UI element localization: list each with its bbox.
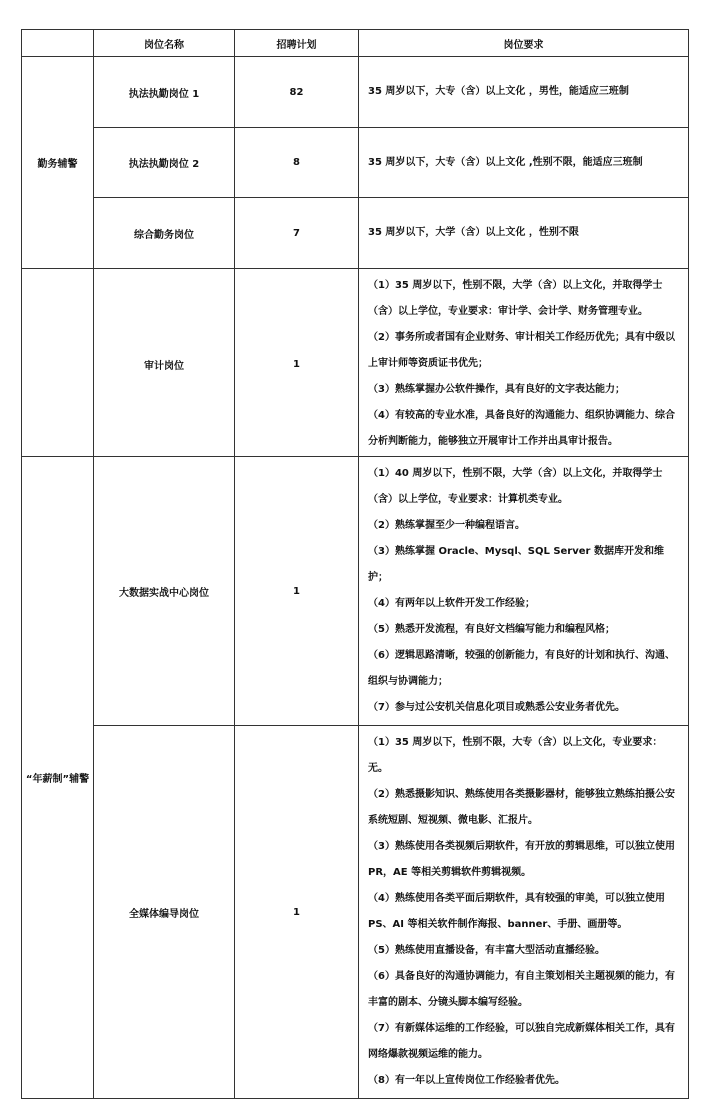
position-name-cell: 大数据实战中心岗位 xyxy=(94,457,235,726)
position-name-cell: 全媒体编导岗位 xyxy=(94,726,235,1099)
requirement-item: （1）35 周岁以下，性别不限，大学（含）以上文化，并取得学士（含）以上学位，专业要求：审计学、会计学、财务管理专业。 xyxy=(368,280,663,317)
requirements-cell xyxy=(359,269,689,460)
plan-count-cell: 82 xyxy=(235,57,359,128)
requirement-item: （6）逻辑思路清晰，较强的创新能力，有良好的计划和执行、沟通、组织与协调能力； xyxy=(368,650,675,687)
category-cell xyxy=(22,457,94,1099)
plan-count-cell: 1 xyxy=(235,726,359,1099)
requirement-item: （2）熟练掌握至少一种编程语言。 xyxy=(368,520,525,531)
plan-count-cell: 7 xyxy=(235,198,359,269)
header-requirements: 岗位要求 xyxy=(359,30,689,57)
requirement-item: （4）有较高的专业水准，具备良好的沟通能力、组织协调能力、综合分析判断能力，能够独立开展审计工作并出具审计报告。 xyxy=(368,410,675,447)
requirement-item: 35 周岁以下，大专（含）以上文化 ，男性，能适应三班制 xyxy=(368,86,629,97)
requirements-cell xyxy=(359,457,689,726)
table-row xyxy=(22,128,689,198)
position-name-cell: 执法执勤岗位 1 xyxy=(94,57,235,128)
category-cell: 勤务辅警 xyxy=(22,57,94,269)
requirement-item: （1）35 周岁以下，性别不限，大专（含）以上文化，专业要求：无。 xyxy=(368,737,663,774)
plan-count-cell: 8 xyxy=(235,128,359,198)
header-category xyxy=(22,30,94,57)
recruitment-table-part-2 xyxy=(21,456,689,1099)
requirements-cell xyxy=(359,128,689,198)
table-row xyxy=(22,457,689,726)
requirement-item: （4）有两年以上软件开发工作经验； xyxy=(368,598,535,609)
header-position-name: 岗位名称 xyxy=(94,30,235,57)
requirement-item: （7）参与过公安机关信息化项目或熟悉公安业务者优先。 xyxy=(368,702,625,713)
requirement-item: （6）具备良好的沟通协调能力，有自主策划相关主题视频的能力，有丰富的剧本、分镜头脚本编写经验。 xyxy=(368,971,675,1008)
requirement-item: 35 周岁以下，大专（含）以上文化 ,性别不限，能适应三班制 xyxy=(368,156,643,168)
requirement-item: （5）熟练使用直播设备，有丰富大型活动直播经验。 xyxy=(368,945,605,956)
requirement-item: （1）40 周岁以下，性别不限，大学（含）以上文化，并取得学士（含）以上学位，专业要求：计算机类专业。 xyxy=(368,468,663,505)
requirement-item: （7）有新媒体运维的工作经验，可以独自完成新媒体相关工作，具有网络爆款视频运维的能力。 xyxy=(368,1023,675,1060)
requirements-cell xyxy=(359,198,689,269)
requirement-item: （4）熟练使用各类平面后期软件，具有较强的审美，可以独立使用 PS、AI 等相关软件制作海报、banner、手册、画册等。 xyxy=(368,893,665,930)
plan-count-cell: 1 xyxy=(235,457,359,726)
recruitment-table-part-1 xyxy=(21,29,689,459)
category-cell xyxy=(22,269,94,460)
position-name-cell: 综合勤务岗位 xyxy=(94,198,235,269)
table-row xyxy=(22,269,689,460)
requirement-item: （2）熟悉摄影知识、熟练使用各类摄影器材，能够独立熟练拍摄公安系统短剧、短视频、微电影、汇报片。 xyxy=(368,789,675,826)
requirements-cell xyxy=(359,726,689,1099)
requirement-item: （3）熟练掌握 Oracle、Mysql、SQL Server 数据库开发和维护； xyxy=(368,546,664,583)
position-name-cell: 审计岗位 xyxy=(94,269,235,460)
requirement-item: （2）事务所或者国有企业财务、审计相关工作经历优先；具有中级以上审计师等资质证书优先； xyxy=(368,332,675,369)
category-label: “年薪制”辅警 xyxy=(25,774,90,785)
requirement-item: （8）有一年以上宣传岗位工作经验者优先。 xyxy=(368,1075,565,1086)
table-row xyxy=(22,198,689,269)
requirement-item: 35 周岁以下，大学（含）以上文化 ，性别不限 xyxy=(368,227,579,238)
table-row xyxy=(22,57,689,128)
position-name-cell: 执法执勤岗位 2 xyxy=(94,128,235,198)
requirement-item: （3）熟练掌握办公软件操作，具有良好的文字表达能力； xyxy=(368,384,625,395)
table-row xyxy=(22,726,689,1099)
requirements-cell xyxy=(359,57,689,128)
table-header-row xyxy=(22,30,689,57)
requirement-item: （5）熟悉开发流程，有良好文档编写能力和编程风格； xyxy=(368,624,615,635)
header-recruitment-plan: 招聘计划 xyxy=(235,30,359,57)
plan-count-cell: 1 xyxy=(235,269,359,460)
requirement-item: （3）熟练使用各类视频后期软件，有开放的剪辑思维，可以独立使用 PR，AE 等相关剪辑软件剪辑视频。 xyxy=(368,841,675,878)
